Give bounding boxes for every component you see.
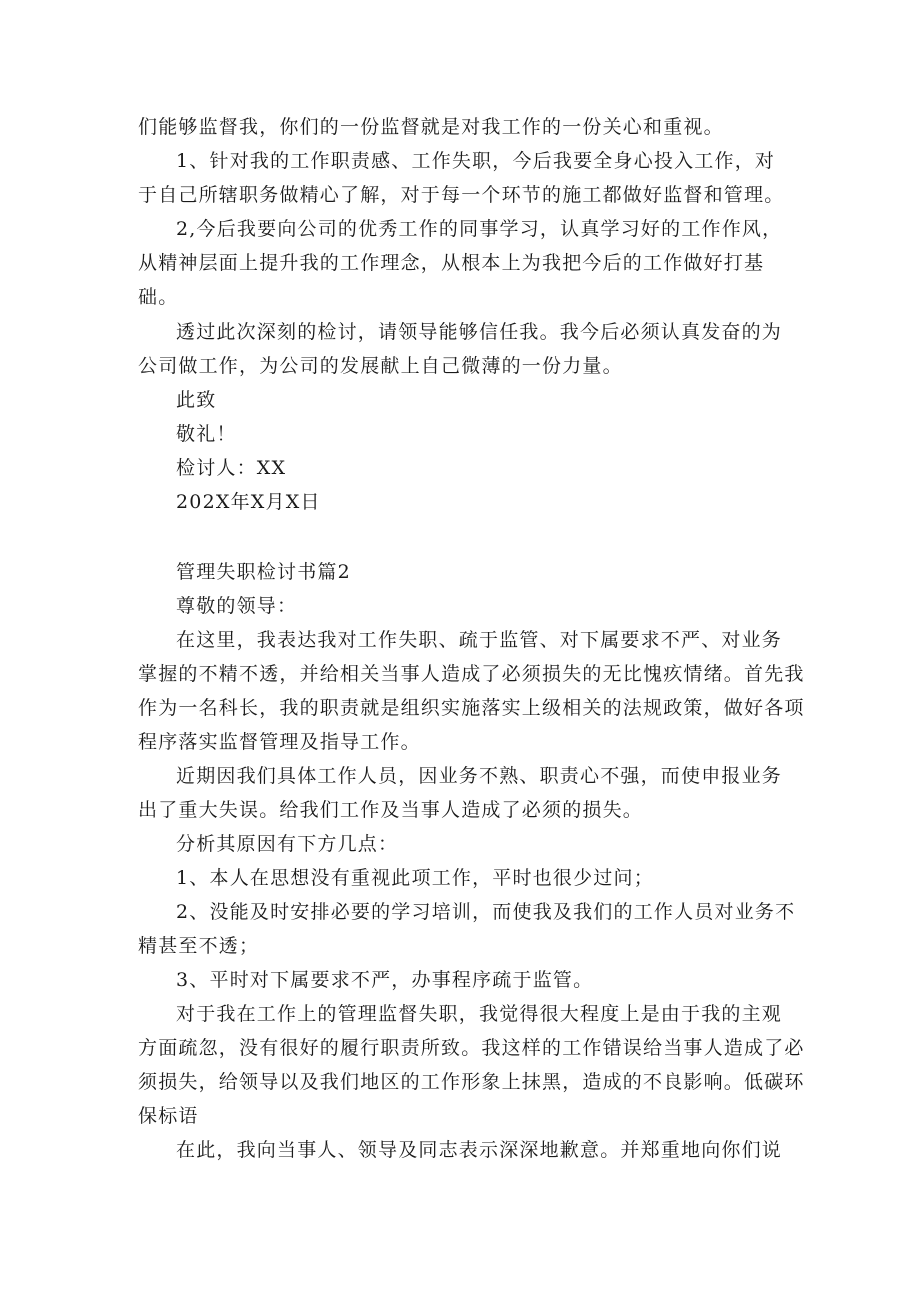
- text-line: 于自己所辖职务做精心了解，对于每一个环节的施工都做好监督和管理。: [138, 184, 785, 206]
- closing-salutation: 敬礼！: [176, 423, 237, 445]
- text-line: 程序落实监督管理及指导工作。: [138, 731, 421, 753]
- text-line: 分析其原因有下方几点：: [176, 833, 399, 855]
- list-item: 3、平时对下属要求不严，办事程序疏于监管。: [176, 969, 594, 991]
- text-line: 1、针对我的工作职责感、工作失职，今后我要全身心投入工作，对: [176, 150, 776, 172]
- section-title: 管理失职检讨书篇2: [176, 561, 351, 583]
- text-line: 公司做工作，为公司的发展献上自己微薄的一份力量。: [138, 355, 623, 377]
- text-line: 出了重大失误。给我们工作及当事人造成了必须的损失。: [138, 799, 644, 821]
- text-line: 在这里，我表达我对工作失职、疏于监管、对下属要求不严、对业务: [176, 629, 783, 651]
- text-line: 们能够监督我，你们的一份监督就是对我工作的一份关心和重视。: [138, 116, 724, 138]
- signature-line: 检讨人：XX: [176, 457, 287, 479]
- text-line: 从精神层面上提升我的工作理念，从根本上为我把今后的工作做好打基: [138, 252, 765, 274]
- text-line: 须损失，给领导以及我们地区的工作形象上抹黑，造成的不良影响。低碳环: [138, 1071, 805, 1093]
- text-line: 透过此次深刻的检讨，请领导能够信任我。我今后必须认真发奋的为: [176, 321, 783, 343]
- list-item: 1、本人在思想没有重视此项工作，平时也很少过问；: [176, 867, 654, 889]
- date-line: 202X年X月X日: [176, 491, 321, 513]
- text-line: 精甚至不透；: [138, 935, 260, 957]
- text-line: 保标语: [138, 1105, 199, 1127]
- text-line: 2,今后我要向公司的优秀工作的同事学习，认真学习好的工作作风，: [176, 218, 783, 240]
- text-line: 对于我在工作上的管理监督失职，我觉得很大程度上是由于我的主观: [176, 1003, 783, 1025]
- text-line: 作为一名科长，我的职责就是组织实施落实上级相关的法规政策，做好各项: [138, 697, 805, 719]
- text-line: 掌握的不精不透，并给相关当事人造成了必须损失的无比愧疚情绪。首先我: [138, 663, 805, 685]
- greeting: 尊敬的领导：: [176, 595, 298, 617]
- text-line: 在此，我向当事人、领导及同志表示深深地歉意。并郑重地向你们说: [176, 1139, 783, 1161]
- closing-salutation: 此致: [176, 389, 217, 411]
- text-line: 近期因我们具体工作人员，因业务不熟、职责心不强，而使申报业务: [176, 765, 783, 787]
- text-line: 方面疏忽，没有很好的履行职责所致。我这样的工作错误给当事人造成了必: [138, 1037, 805, 1059]
- text-line: 础。: [138, 286, 179, 308]
- list-item: 2、没能及时安排必要的学习培训，而使我及我们的工作人员对业务不: [176, 901, 796, 923]
